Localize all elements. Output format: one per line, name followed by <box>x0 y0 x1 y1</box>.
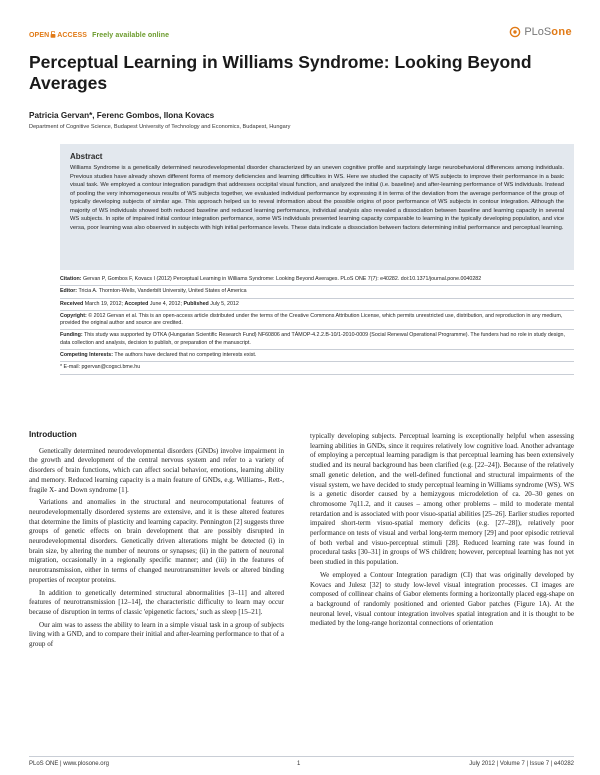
footer-divider <box>29 756 574 757</box>
citation-line <box>60 276 574 286</box>
footer-page-number: 1 <box>297 761 301 767</box>
intro-paragraph-4: Our aim was to assess the ability to learn in a simple visual task in a group of subjects living with a GND, and to compare their initial and after-learning performance to that of a group of <box>29 620 284 649</box>
abstract-heading: Abstract <box>70 152 103 161</box>
introduction-heading: Introduction <box>29 430 77 439</box>
left-column <box>29 430 284 653</box>
logo-one-text: one <box>551 26 572 38</box>
published-label: Published <box>183 300 209 307</box>
right-column <box>310 432 574 632</box>
abstract-text: Williams Syndrome is a genetically determined neurodevelopmental disorder characterized by an uneven cognitive profile and surprisingly large neurobehavioral differences among individuals. Previous studies have already shown different forms of memory deficiencies and learning difficulties in WS. Here we studied the capacity of WS subjects to improve their performance in a basic visual task. We employed a contour integration paradigm that addresses occipital visual function, and analyzed the initial (i.e. baseline) and after-learning performance of WS individuals. Instead of pooling the very inhomogeneous results of WS subjects together, we evaluated individual performance by expressing it in terms of the deviation from the average performance of the group of typically developing subjects of similar age. This approach helped us to reveal information about the possible origins of poor performance of WS subjects in contour integration. Although the majority of WS individuals showed both reduced baseline and reduced learning performance, individual analysis also revealed a dissociation between baseline and learning capacity in several WS subjects. In spite of impaired initial contour integration performance, some WS individuals presented learning capacity comparable to learning in the typically developing population, and vice versa, poor learning was also observed in subjects with high initial performance levels. These data indicate a dissociation between factors determining initial performance and perceptual learning. <box>70 165 564 231</box>
plos-logo-icon <box>509 26 521 38</box>
open-access-tag <box>29 31 169 39</box>
copyright-text: © 2012 Gervan et al. This is an open-access article distributed under the terms of the Creative Commons Attribution License, which permits unrestricted use, distribution, and reproduction in any medium, provided the original author and source are credited. <box>60 312 563 327</box>
footer-issue: July 2012 | Volume 7 | Issue 7 | e40282 <box>469 761 574 767</box>
intro-paragraph-1: Genetically determined neurodevelopmental disorders (GNDs) involve impairment in the growth and development of the central nervous system and refer to a variety of disorders of brain functions, which can affect social behavior, emotions, learning ability and memory. Reduced learning capacity is a main feature of GNDs, e.g. Williams-, Rett-, fragile X- and Down syndrome [1]. <box>29 446 284 494</box>
editor-text: Tricia A. Thornton-Wells, Vanderbilt University, United States of America <box>78 288 247 295</box>
corresponding-email: * E-mail: pgervan@cogsci.bme.hu <box>60 364 141 371</box>
affiliation: Department of Cognitive Science, Budapest University of Technology and Economics, Budapest, Hungary <box>29 124 291 130</box>
competing-interests-label: Competing Interests: <box>60 352 113 359</box>
footer-journal: PLoS ONE | www.plosone.org <box>29 761 109 767</box>
editor-label: Editor: <box>60 288 78 295</box>
author-list: Patricia Gervan*, Ferenc Gombos, Ilona Kovacs <box>29 111 215 120</box>
funding-text: This study was supported by OTKA (Hungarian Scientific Research Fund) NF60806 and TÁMOP-4.2.2.B-10/1-2010-0009 (Social Renewal Operational Programme). The funders had no role in study design, data collection and analysis, decision to publish, or preparation of the manuscript. <box>60 332 565 346</box>
oa-free-label: Freely available online <box>92 32 170 39</box>
editor-line <box>60 288 574 298</box>
received-label: Received <box>60 300 84 307</box>
copyright-label: Copyright: <box>60 312 87 319</box>
citation-label: Citation: <box>60 276 82 282</box>
accepted-date: June 4, 2012; <box>149 300 182 307</box>
logo-plos-text: PLoS <box>524 26 552 38</box>
email-line <box>60 364 574 374</box>
intro-paragraph-2: Variations and anomalies in the structural and neurocomputational features of neurodevelopmentally disordered systems are extensive, and it is these altered features that determine the limits of plasticity and learning capacity. Pennington [2] suggests three groups of genetic effects on brain development that are possibly disrupted in neurodevelopmental disorders. Genetically driven alterations might be detected (i) in brain size, by altering the number of neurons or synapses; (ii) in the pattern of neuronal migration, occasionally in a regionally specific manner; and (iii) in the features of neurotransmission, either in terms of changed neurotransmitter levels or altered binding properties of receptor proteins. <box>29 498 284 584</box>
article-title: Perceptual Learning in Williams Syndrome: Looking Beyond Averages <box>29 52 532 93</box>
competing-interests-line <box>60 352 574 362</box>
funding-label: Funding: <box>60 332 83 339</box>
article-meta <box>60 276 574 377</box>
abstract-box <box>60 144 574 270</box>
intro-paragraph-3: In addition to genetically determined structural abnormalities [3–11] and altered features of neurotransmission [12–14], the characteristic difficulty to learn may occur because of disruption in terms of classic 'epigenetic factors,' such as sleep [15–21]. <box>29 588 284 616</box>
accepted-label: Accepted <box>124 300 149 307</box>
oa-access-label: ACCESS <box>57 32 88 39</box>
intro-paragraph-6: We employed a Contour Integration paradigm (CI) that was originally developed by Kovacs and Julesz [32] to study low-level visual integration processes. CI images are composed of collinear chains of Gabor elements forming a horizontally placed egg-shape on a background of randomly positioned and oriented Gabor patches (Figure 1A). At the neuronal level, visual contour integration involves spatial integration and it is thought to be mediated by the long-range horizontal connections of orientation <box>310 570 574 628</box>
copyright-line <box>60 313 574 331</box>
received-date: March 19, 2012; <box>84 300 124 307</box>
intro-paragraph-5: typically developing subjects. Perceptual learning is exceptionally helpful when assessing learning abilities in GNDs, since it requires relatively low cognitive load. Another advantage of employing a perceptual learning paradigm is that perceptual learning has been extensively studied and its neural background has been clarified (e.g. [22–24]). Because of the relatively small genetic deletion, and the well-defined functional and structural impairments of the visual system, we have decided to study perceptual learning in Williams syndrome (WS). WS is a genetic disorder caused by a hemizygous microdeletion of ca. 20–30 genes on chromosome 7q11.2, and it causes – among other problems – mild to moderate mental retardation and is associated with poor visuo-spatial abilities [25–26]. Earlier studies reported impaired short-term visuo-spatial memory deficits (e.g. [27–28]), relatively poor performance on tests of visual and verbal long-term memory [29] and poor episodic retrieval of both verbal and visuo-perceptual stimuli [28]. Reduced learning rate was found in procedural tasks [30–31] in groups of WS children; however, perceptual learning has not yet been studied in this population. <box>310 432 574 567</box>
oa-open-label: OPEN <box>29 32 50 39</box>
plos-one-logo <box>509 26 572 38</box>
open-lock-icon <box>50 31 56 38</box>
competing-interests-text: The authors have declared that no competing interests exist. <box>114 352 257 359</box>
citation-text: Gervan P, Gombos F, Kovacs I (2012) Perceptual Learning in Williams Syndrome: Looking Beyond Averages. PLoS ONE 7(7): e40282. doi:10.1371/journal.pone.0040282 <box>82 276 482 282</box>
funding-line <box>60 332 574 350</box>
published-date: July 5, 2012 <box>210 300 239 307</box>
dates-line <box>60 301 574 311</box>
